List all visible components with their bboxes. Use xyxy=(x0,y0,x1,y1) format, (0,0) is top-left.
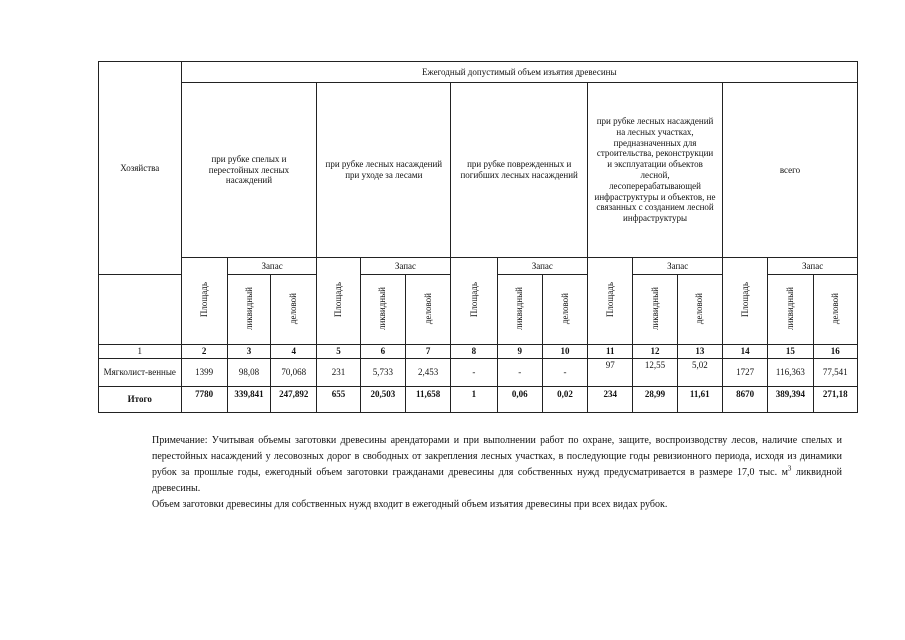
stock-header: Запас xyxy=(360,258,451,275)
column-number: 2 xyxy=(181,345,227,359)
liquid-header: ликвидный xyxy=(360,275,405,345)
area-header: Площадь xyxy=(588,258,633,345)
group-header-thinning: при рубке лесных насаждений при уходе за лесами xyxy=(317,83,451,258)
cell-value: 70,068 xyxy=(271,359,317,387)
column-number: 14 xyxy=(722,345,767,359)
table-top-title: Ежегодный допустимый объем изъятия древесины xyxy=(181,62,857,83)
stock-header: Запас xyxy=(227,258,317,275)
cell-value: 5,733 xyxy=(360,359,405,387)
stock-header: Запас xyxy=(768,258,858,275)
cell-value: - xyxy=(451,359,497,387)
column-number: 16 xyxy=(813,345,857,359)
cell-value: 8670 xyxy=(722,387,767,413)
area-header: Площадь xyxy=(317,258,360,345)
cell-value: 77,541 xyxy=(813,359,857,387)
row-label: Итого xyxy=(99,387,182,413)
column-number: 13 xyxy=(677,345,722,359)
column-number: 12 xyxy=(633,345,677,359)
timber-volume-table xyxy=(98,61,858,413)
area-header: Площадь xyxy=(451,258,497,345)
note-paragraph xyxy=(118,433,842,497)
cell-value: 12,55 xyxy=(633,359,677,387)
cell-value: 234 xyxy=(588,387,633,413)
column-number: 15 xyxy=(768,345,813,359)
table-row-softwood xyxy=(99,359,858,387)
liquid-header: ликвидный xyxy=(633,275,677,345)
cell-value: 0,02 xyxy=(542,387,587,413)
column-number: 9 xyxy=(497,345,542,359)
stock-header: Запас xyxy=(633,258,723,275)
column-number: 8 xyxy=(451,345,497,359)
stock-header: Запас xyxy=(497,258,588,275)
business-header: деловой xyxy=(405,275,450,345)
liquid-header: ликвидный xyxy=(227,275,270,345)
column-number: 10 xyxy=(542,345,587,359)
liquid-header: ликвидный xyxy=(497,275,542,345)
cell-value: 11,658 xyxy=(405,387,450,413)
cell-value: 339,841 xyxy=(227,387,270,413)
cell-value: 11,61 xyxy=(677,387,722,413)
table-row-total xyxy=(99,387,858,413)
cell-value: 116,363 xyxy=(768,359,813,387)
column-number: 3 xyxy=(227,345,270,359)
cell-value: 655 xyxy=(317,387,360,413)
cell-value: - xyxy=(542,359,587,387)
business-header: деловой xyxy=(271,275,317,345)
row-name-spacer xyxy=(99,275,182,345)
note-text: Объем заготовки древесины для собственных нужд входит в ежегодный объем изъятия древесины при всех видах рубок. xyxy=(152,499,668,510)
cell-value: 97 xyxy=(588,359,633,387)
business-header: деловой xyxy=(542,275,587,345)
cell-value: 7780 xyxy=(181,387,227,413)
note-paragraph-own-needs xyxy=(118,497,842,513)
area-header: Площадь xyxy=(181,258,227,345)
cell-value: 247,892 xyxy=(271,387,317,413)
cell-value: 20,503 xyxy=(360,387,405,413)
cell-value: 1399 xyxy=(181,359,227,387)
column-number: 11 xyxy=(588,345,633,359)
cell-value: 28,99 xyxy=(633,387,677,413)
cell-value: 1 xyxy=(451,387,497,413)
cell-value: 98,08 xyxy=(227,359,270,387)
cell-value: - xyxy=(497,359,542,387)
cell-value: 5,02 xyxy=(677,359,722,387)
row-label: Мягколист-венные xyxy=(99,359,182,387)
column-number: 1 xyxy=(99,345,182,359)
column-number: 6 xyxy=(360,345,405,359)
note-text: Примечание: Учитывая объемы заготовки древесины арендаторами и при выполнении работ по охране, защите, воспроизводству лесов, наличие спелых и перестойных насаждений у лесовозных дорог в свободных от закрепления лесных участках, в последующие годы ревизионного периода, исходя из динамики рубок за прошлые годы, ежегодный объем заготовки гражданами древесины для собственных нужд предусматривается в размере 17,0 тыс. $м^3$ ликвидной древесины. xyxy=(152,435,842,494)
business-header: деловой xyxy=(813,275,857,345)
group-header-mature: при рубке спелых и перестойных лесных насаждений xyxy=(181,83,317,258)
group-header-construction: при рубке лесных насаждений на лесных участках, предназначенных для строительства, реконструкции и эксплуатации объектов лесной, лесоперерабатывающей инфраструктуры и объектов, не связанных с созданием лесной инфраструктуры xyxy=(588,83,723,258)
column-number-row xyxy=(99,345,858,359)
group-header-damaged: при рубке поврежденных и погибших лесных насаждений xyxy=(451,83,588,258)
business-header: деловой xyxy=(677,275,722,345)
group-header-total: всего xyxy=(722,83,857,258)
column-number: 7 xyxy=(405,345,450,359)
area-header: Площадь xyxy=(722,258,767,345)
cell-value: 389,394 xyxy=(768,387,813,413)
row-name-header: Хозяйства xyxy=(99,62,182,275)
cell-value: 0,06 xyxy=(497,387,542,413)
column-number: 4 xyxy=(271,345,317,359)
cell-value: 271,18 xyxy=(813,387,857,413)
cell-value: 231 xyxy=(317,359,360,387)
column-number: 5 xyxy=(317,345,360,359)
cell-value: 1727 xyxy=(722,359,767,387)
cell-value: 2,453 xyxy=(405,359,450,387)
liquid-header: ликвидный xyxy=(768,275,813,345)
